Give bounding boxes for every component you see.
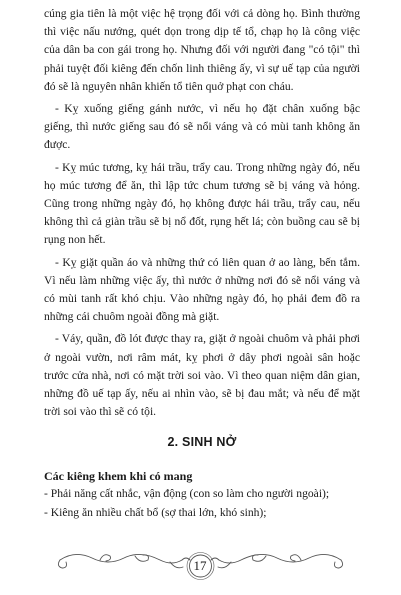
- section-heading: 2. SINH NỞ: [167, 435, 237, 450]
- page-content: [44, 5, 360, 522]
- section-subheading: Các kiêng khem khi có mang: [44, 469, 193, 484]
- paragraph-laundry-taboo: - Kỵ giặt quần áo và những thứ có liên quan ở ao làng, bến tắm. Vì nếu làm những việc ấy, thì nước ở những nơi đó sẽ nổi váng và có mùi tanh rất khó chịu. Vào những ngày đó, họ phải đem đồ ra những cái chuôm ngoài đồng mà giặt.: [44, 255, 360, 324]
- list-item: - Phải năng cất nhắc, vận động (con so làm cho người ngoài);: [44, 487, 330, 501]
- page-number: 17: [193, 558, 207, 573]
- paragraph-drying-clothes-taboo: - Váy, quần, đồ lót được thay ra, giặt ở ngoài chuôm và phải phơi ở ngoài vườn, nơi râm mát, kỵ phơi ở dây phơi ngoài sân hoặc trước cửa nhà, nơi có mặt trời soi vào. Vì theo quan niệm dân gian, những đồ uế tạp ấy, nếu ai nhìn vào, sẽ bị đau mắt; và nếu để mặt trời soi vào thì sẽ có tội.: [44, 332, 360, 419]
- paragraph-sauce-betel-taboo: - Kỵ múc tương, kỵ hái trầu, trẩy cau. Trong những ngày đó, nếu họ múc tương để ăn, thì lập tức chum tương sẽ bị váng và hỏng. Cũng trong những ngày đó, họ không được hái trầu, trẩy cau, nếu không thì cả giàn trầu sẽ bị nổ đốt, rụng hết lá; còn buồng cau sẽ bị rụng non hết.: [44, 160, 360, 247]
- paragraph-well-taboo: - Kỵ xuống giếng gánh nước, vì nếu họ đặt chân xuống bậc giếng, thì nước giếng sau đó sẽ nổi váng và có mùi tanh không ăn được.: [44, 102, 360, 152]
- list-item: - Kiêng ăn nhiều chất bổ (sợ thai lớn, khó sinh);: [44, 505, 267, 519]
- paragraph-continuation: cúng gia tiên là một việc hệ trọng đối với cả dòng họ. Bình thường thì việc nấu nướng, quét dọn trong dịp tế tổ, chạp họ là công việc của dân ba con gái trong họ. Nhưng đối với người đang "có tội" thì phải tuyệt đối kiêng đến chốn linh thiêng ấy, vì sự uế tạp của người đó sẽ là nguyên nhân khiến tổ tiên quở phạt con cháu.: [44, 7, 360, 93]
